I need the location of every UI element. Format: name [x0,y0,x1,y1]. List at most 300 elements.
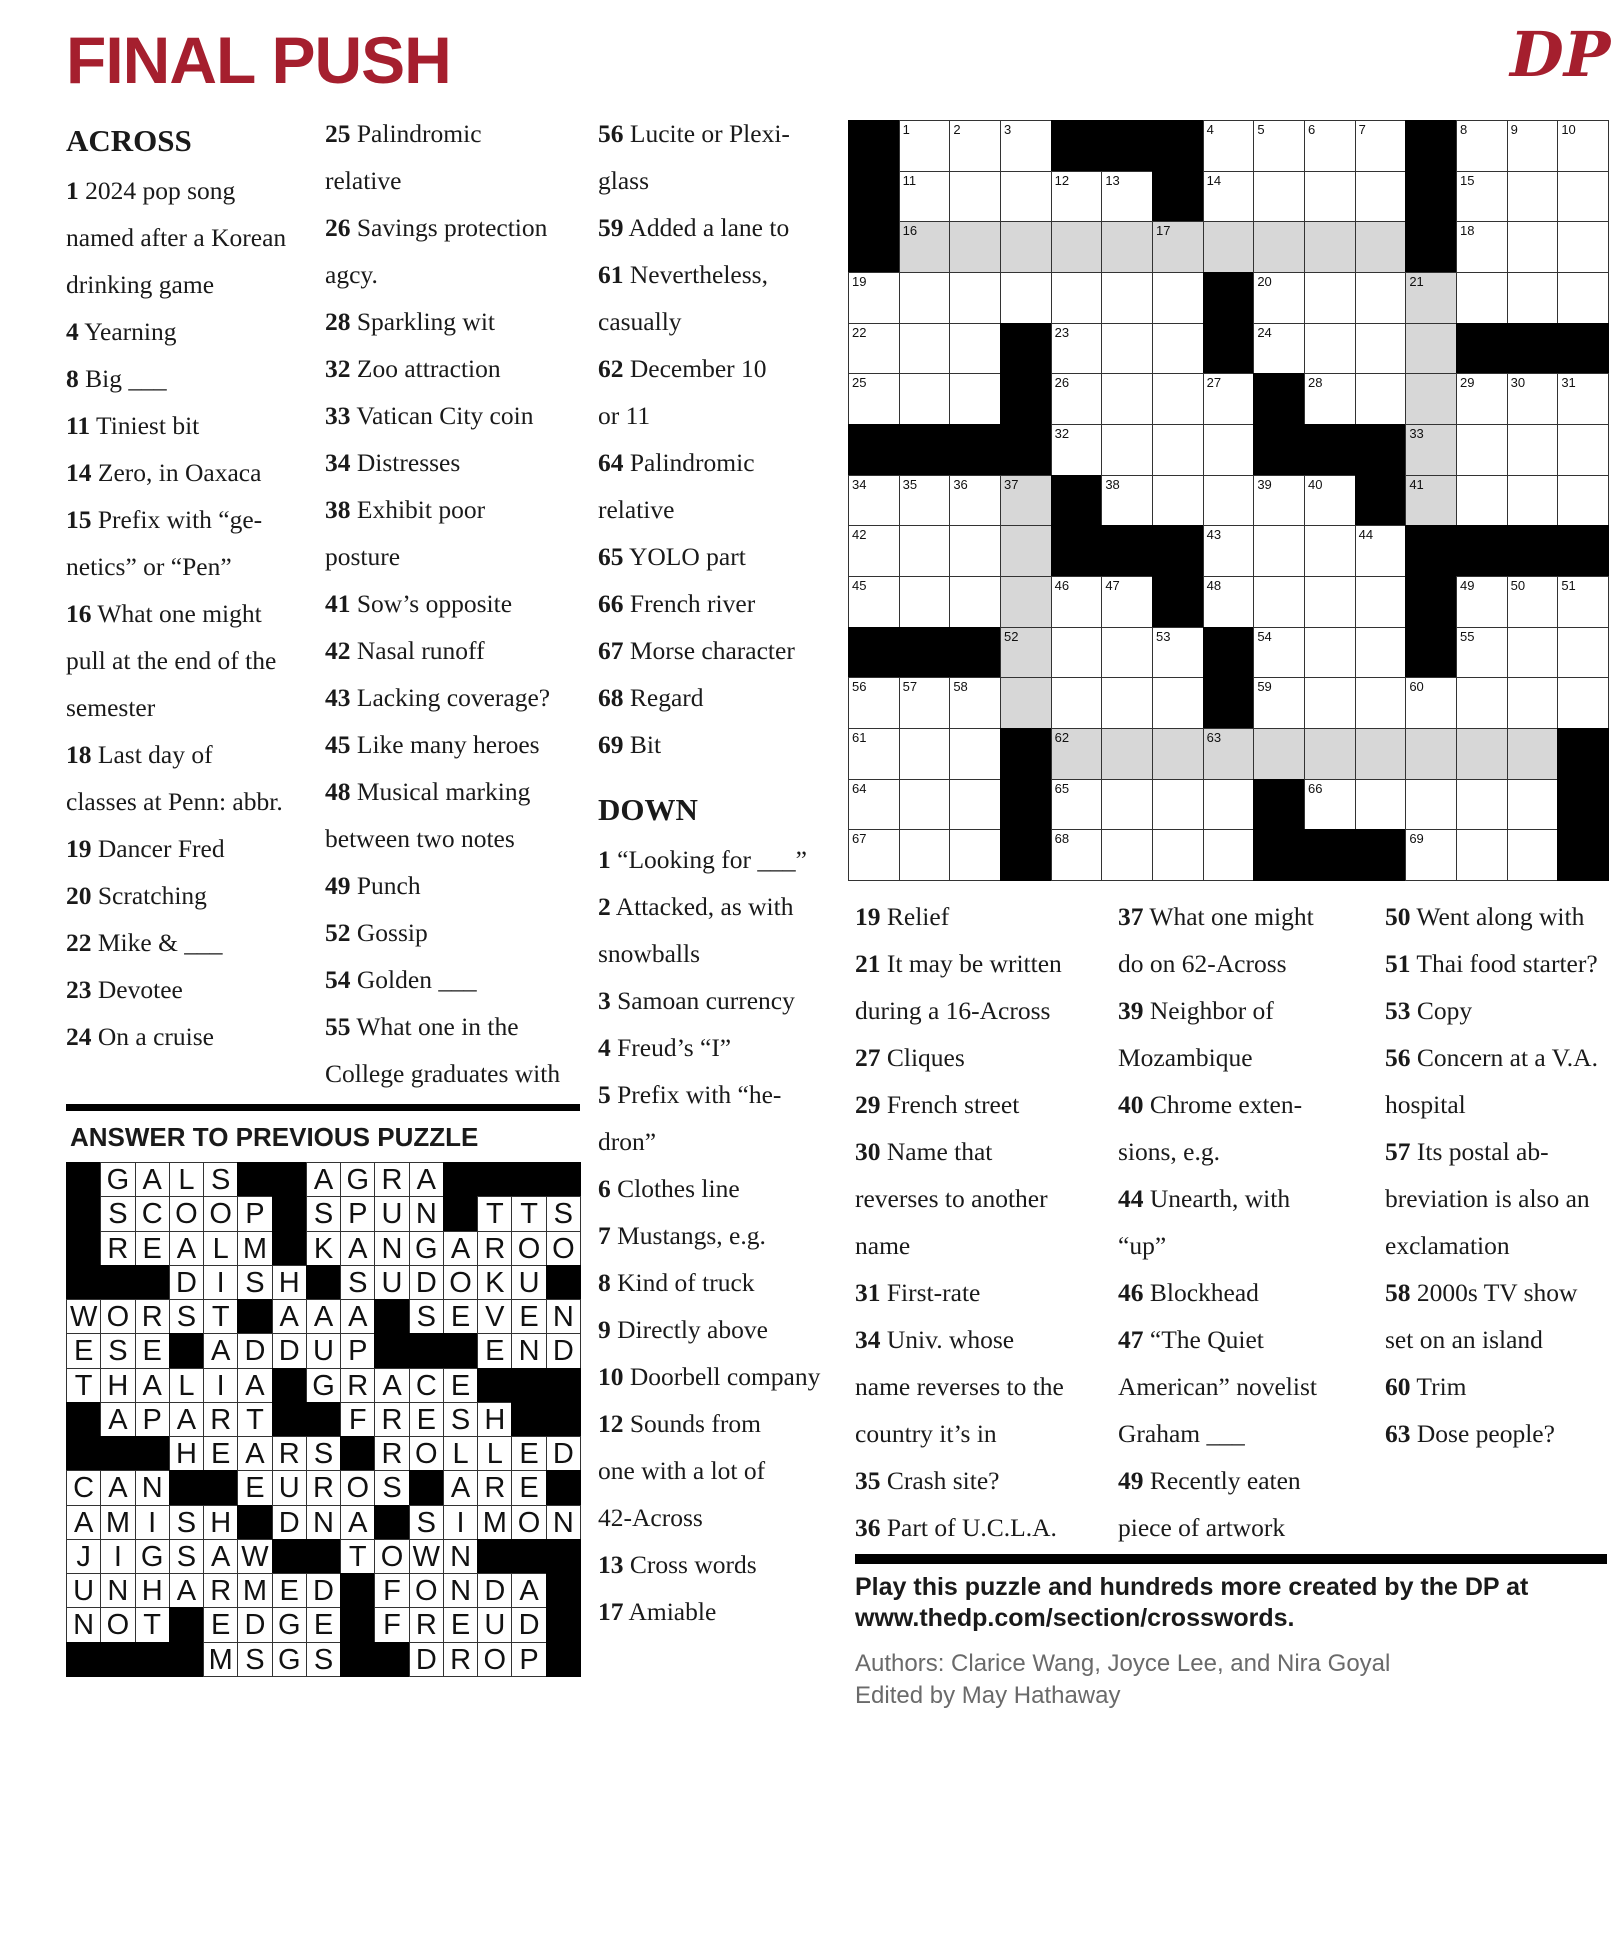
grid-cell[interactable] [1507,829,1559,881]
grid-cell[interactable] [1051,272,1103,324]
grid-cell[interactable] [1304,525,1356,577]
grid-cell[interactable] [1152,677,1204,729]
grid-cell[interactable] [1507,779,1559,831]
grid-cell[interactable] [1456,424,1508,476]
grid-cell[interactable] [1253,677,1305,729]
grid-cell[interactable] [1557,475,1609,527]
grid-cell[interactable] [1152,424,1204,476]
grid-cell[interactable] [1101,576,1153,628]
grid-cell[interactable] [848,323,900,375]
grid-cell[interactable] [1101,221,1153,273]
cell-number: 3 [1004,122,1012,137]
cell-number: 69 [1409,831,1424,847]
grid-cell[interactable] [1152,728,1204,780]
grid-cell[interactable] [1000,525,1052,577]
answer-cell: A [100,1470,135,1505]
grid-cell[interactable] [1051,829,1103,881]
grid-cell[interactable] [1405,373,1457,425]
answer-block [237,1299,272,1334]
down-column-4 [855,893,1105,1551]
grid-cell[interactable] [1101,475,1153,527]
answer-block [546,1368,581,1403]
grid-cell[interactable] [1304,728,1356,780]
grid-cell[interactable] [1203,373,1255,425]
clue-line [598,439,848,486]
grid-cell[interactable] [1152,272,1204,324]
crossword-grid[interactable] [848,120,1608,880]
grid-cell[interactable] [1051,728,1103,780]
grid-cell[interactable] [1507,373,1559,425]
grid-block [1101,525,1153,577]
grid-cell[interactable] [1507,677,1559,729]
grid-cell[interactable] [1456,272,1508,324]
cell-number: 66 [1308,780,1323,796]
answer-cell: H [272,1265,307,1300]
clue-text: reverses to another [855,1184,1048,1213]
answer-block [511,1539,546,1574]
clue-line [1118,940,1368,987]
grid-cell[interactable] [1203,829,1255,881]
answer-block [272,1231,307,1266]
clue-line [598,930,848,977]
clue-number: 63 [1385,1419,1411,1448]
clue-number: 17 [598,1597,624,1626]
grid-cell[interactable] [1405,424,1457,476]
grid-cell[interactable] [1304,779,1356,831]
clue-text: French street [886,1090,1020,1119]
cell-number: 4 [1206,122,1214,137]
grid-cell[interactable] [1203,728,1255,780]
clue-line [855,1316,1105,1363]
grid-cell[interactable] [1101,829,1153,881]
grid-cell[interactable] [848,779,900,831]
grid-cell[interactable] [899,576,951,628]
cell-number: 35 [902,476,918,492]
grid-cell[interactable] [848,525,900,577]
grid-cell[interactable] [1557,221,1609,273]
answer-cell: N [511,1333,546,1368]
grid-cell[interactable] [1456,829,1508,881]
cell-number: 65 [1054,780,1070,796]
clue-text: 2000s TV show [1416,1278,1578,1307]
clue-text: Graham ___ [1118,1419,1245,1448]
answer-block [340,1607,375,1642]
clue-text: What one might [97,599,262,628]
grid-cell[interactable] [1203,475,1255,527]
grid-cell[interactable] [1355,373,1407,425]
answer-cell: A [203,1333,238,1368]
clue-text: Sparkling wit [356,307,495,336]
grid-cell[interactable] [1101,272,1153,324]
grid-cell[interactable] [949,171,1001,223]
grid-cell[interactable] [949,475,1001,527]
grid-cell[interactable] [1507,728,1559,780]
grid-cell[interactable] [1253,323,1305,375]
grid-cell[interactable] [1456,120,1508,172]
grid-cell[interactable] [1101,728,1153,780]
grid-cell[interactable] [949,323,1001,375]
grid-cell[interactable] [1405,779,1457,831]
clue-text: Name that [886,1137,993,1166]
grid-cell[interactable] [1051,627,1103,679]
answer-cell: I [443,1505,478,1540]
clue-line [855,1081,1105,1128]
clue-number: 66 [598,589,624,618]
clue-text: 42-Across [598,1503,703,1532]
grid-cell[interactable] [899,373,951,425]
cell-number: 24 [1257,324,1272,340]
grid-cell[interactable] [1253,272,1305,324]
grid-cell[interactable] [1000,272,1052,324]
grid-cell[interactable] [1507,424,1559,476]
answer-cell: S [169,1539,204,1574]
answer-cell: M [237,1573,272,1608]
grid-cell[interactable] [899,221,951,273]
clue-line [325,1003,595,1050]
grid-cell[interactable] [949,272,1001,324]
grid-cell[interactable] [899,525,951,577]
clue-text: posture [325,542,401,571]
grid-cell[interactable] [1557,171,1609,223]
answer-block [237,1162,272,1197]
grid-cell[interactable] [1355,728,1407,780]
clue-text: breviation is also an [1385,1184,1590,1213]
grid-cell[interactable] [1355,576,1407,628]
cell-number: 12 [1054,172,1070,188]
clue-number: 5 [598,1080,611,1109]
answer-cell: R [477,1231,512,1266]
answer-cell: R [100,1231,135,1266]
grid-cell[interactable] [1051,424,1103,476]
grid-cell[interactable] [848,475,900,527]
grid-cell[interactable] [1000,221,1052,273]
grid-cell[interactable] [848,728,900,780]
grid-cell[interactable] [1203,525,1255,577]
clue-line [598,721,848,768]
grid-cell[interactable] [1355,677,1407,729]
clue-text: Attacked, as with [615,892,794,921]
grid-cell[interactable] [949,120,1001,172]
grid-block [899,627,951,679]
clue-line [855,1175,1105,1222]
grid-cell[interactable] [848,829,900,881]
grid-cell[interactable] [1557,272,1609,324]
grid-cell[interactable] [1000,475,1052,527]
grid-cell[interactable] [899,728,951,780]
answer-block [374,1505,409,1540]
cell-number: 11 [902,172,917,188]
answer-cell: T [203,1299,238,1334]
answer-cell: S [443,1402,478,1437]
answer-block [511,1402,546,1437]
grid-cell[interactable] [1152,373,1204,425]
clue-line [598,345,848,392]
answer-cell: R [203,1573,238,1608]
grid-cell[interactable] [848,272,900,324]
grid-cell[interactable] [1405,829,1457,881]
clue-text: do on 62-Across [1118,949,1287,978]
grid-cell[interactable] [1101,323,1153,375]
clue-line [598,1306,848,1353]
grid-cell[interactable] [1253,728,1305,780]
clue-text: Distresses [356,448,461,477]
clue-text: Vatican City coin [356,401,534,430]
grid-cell[interactable] [1355,779,1407,831]
grid-cell[interactable] [1507,221,1559,273]
grid-cell[interactable] [1152,627,1204,679]
grid-cell[interactable] [899,120,951,172]
clue-text: relative [325,166,402,195]
grid-cell[interactable] [1253,627,1305,679]
grid-cell[interactable] [1051,221,1103,273]
grid-cell[interactable] [1507,171,1559,223]
grid-cell[interactable] [1355,120,1407,172]
cell-number: 53 [1156,628,1171,644]
grid-cell[interactable] [1152,221,1204,273]
grid-cell[interactable] [1456,677,1508,729]
answer-cell: D [272,1505,307,1540]
grid-cell[interactable] [1203,171,1255,223]
clue-line [598,883,848,930]
answer-cell: E [511,1470,546,1505]
grid-cell[interactable] [1405,475,1457,527]
grid-cell[interactable] [1355,525,1407,577]
grid-cell[interactable] [1051,323,1103,375]
clue-line [598,204,848,251]
clue-text: Savings protection [356,213,548,242]
grid-cell[interactable] [1304,323,1356,375]
grid-cell[interactable] [949,829,1001,881]
grid-block [1152,171,1204,223]
grid-cell[interactable] [1051,576,1103,628]
clue-line [855,1410,1105,1457]
answer-cell: A [409,1162,444,1197]
grid-cell[interactable] [949,576,1001,628]
grid-cell[interactable] [848,373,900,425]
clue-text: Nasal runoff [356,636,485,665]
grid-cell[interactable] [1152,323,1204,375]
grid-cell[interactable] [1152,829,1204,881]
grid-cell[interactable] [1000,576,1052,628]
grid-cell[interactable] [1051,779,1103,831]
grid-cell[interactable] [899,779,951,831]
cell-number: 41 [1409,476,1424,492]
grid-cell[interactable] [1355,272,1407,324]
grid-cell[interactable] [1203,424,1255,476]
answer-cell: A [340,1299,375,1334]
grid-cell[interactable] [1557,120,1609,172]
answer-block [100,1265,135,1300]
grid-cell[interactable] [1507,272,1559,324]
answer-block [272,1196,307,1231]
grid-cell[interactable] [1456,627,1508,679]
grid-cell[interactable] [1101,677,1153,729]
grid-cell[interactable] [1557,576,1609,628]
grid-cell[interactable] [1253,475,1305,527]
clue-line [325,345,595,392]
grid-cell[interactable] [1152,779,1204,831]
clue-line [1118,1128,1368,1175]
grid-cell[interactable] [1203,576,1255,628]
grid-cell[interactable] [899,677,951,729]
cell-number: 68 [1054,831,1070,847]
grid-cell[interactable] [1304,627,1356,679]
grid-cell[interactable] [1000,627,1052,679]
grid-cell[interactable] [1456,221,1508,273]
clue-number: 58 [1385,1278,1411,1307]
grid-cell[interactable] [1304,373,1356,425]
grid-cell[interactable] [899,323,951,375]
clue-line [66,825,316,872]
answer-block [443,1196,478,1231]
clue-text: Bit [629,730,662,759]
grid-cell[interactable] [1304,221,1356,273]
grid-cell[interactable] [1253,120,1305,172]
clue-line [325,251,595,298]
answer-cell: S [237,1642,272,1677]
answer-cell: N [135,1470,170,1505]
grid-block [1304,829,1356,881]
play-url[interactable]: www.thedp.com/section/crosswords. [855,1604,1295,1632]
cell-number: 52 [1004,628,1019,644]
grid-cell[interactable] [899,171,951,223]
grid-cell[interactable] [1405,323,1457,375]
cell-number: 37 [1004,476,1019,492]
grid-cell[interactable] [1203,221,1255,273]
answer-cell: N [546,1299,581,1334]
grid-cell[interactable] [949,221,1001,273]
grid-cell[interactable] [1051,373,1103,425]
clue-text: casually [598,307,682,336]
grid-cell[interactable] [1456,576,1508,628]
answer-cell: A [374,1368,409,1403]
grid-cell[interactable] [1456,779,1508,831]
grid-cell[interactable] [949,373,1001,425]
grid-cell[interactable] [1456,171,1508,223]
answer-cell: O [546,1231,581,1266]
grid-cell[interactable] [949,677,1001,729]
clue-line [325,486,595,533]
grid-cell[interactable] [1405,677,1457,729]
grid-cell[interactable] [949,525,1001,577]
grid-cell[interactable] [1456,728,1508,780]
grid-cell[interactable] [1000,677,1052,729]
grid-cell[interactable] [1507,120,1559,172]
grid-cell[interactable] [1253,576,1305,628]
answer-block [169,1642,204,1677]
answer-cell: W [409,1539,444,1574]
clue-number: 47 [1118,1325,1144,1354]
grid-cell[interactable] [1253,525,1305,577]
clue-text: name [855,1231,911,1260]
grid-cell[interactable] [1304,171,1356,223]
clue-text: Dancer Fred [97,834,225,863]
grid-cell[interactable] [1355,171,1407,223]
grid-cell[interactable] [1304,576,1356,628]
grid-cell[interactable] [899,272,951,324]
grid-cell[interactable] [1557,677,1609,729]
grid-cell[interactable] [1101,627,1153,679]
grid-cell[interactable] [1101,373,1153,425]
answer-cell: F [374,1607,409,1642]
cell-number: 15 [1460,172,1475,188]
grid-cell[interactable] [1456,373,1508,425]
grid-cell[interactable] [1101,171,1153,223]
grid-cell[interactable] [1253,171,1305,223]
grid-cell[interactable] [1507,475,1559,527]
cell-number: 10 [1561,122,1576,137]
clue-number: 33 [325,401,351,430]
grid-cell[interactable] [1456,475,1508,527]
answer-block [135,1265,170,1300]
grid-cell[interactable] [1557,627,1609,679]
grid-cell[interactable] [1304,475,1356,527]
clue-number: 49 [325,871,351,900]
grid-cell[interactable] [1557,373,1609,425]
clue-line [1385,1316,1615,1363]
clue-text: Regard [629,683,704,712]
grid-block [1203,323,1255,375]
clue-number: 35 [855,1466,881,1495]
grid-cell[interactable] [1355,323,1407,375]
grid-cell[interactable] [949,779,1001,831]
grid-cell[interactable] [848,576,900,628]
grid-cell[interactable] [1405,728,1457,780]
answer-cell: E [511,1436,546,1471]
grid-cell[interactable] [949,728,1001,780]
grid-cell[interactable] [1355,221,1407,273]
grid-cell[interactable] [1557,424,1609,476]
grid-cell[interactable] [899,475,951,527]
grid-cell[interactable] [1203,120,1255,172]
grid-cell[interactable] [1051,171,1103,223]
clue-line [598,533,848,580]
grid-cell[interactable] [848,677,900,729]
grid-cell[interactable] [1304,272,1356,324]
grid-cell[interactable] [1000,171,1052,223]
answer-cell: H [169,1436,204,1471]
grid-cell[interactable] [1405,272,1457,324]
grid-cell[interactable] [1304,120,1356,172]
clue-line [598,1541,848,1588]
grid-cell[interactable] [1000,120,1052,172]
answer-cell: O [409,1573,444,1608]
grid-cell[interactable] [1101,779,1153,831]
clue-number: 46 [1118,1278,1144,1307]
grid-cell[interactable] [1507,627,1559,679]
grid-cell[interactable] [1051,677,1103,729]
grid-cell[interactable] [1355,627,1407,679]
down-column-6 [1385,893,1615,1457]
grid-cell[interactable] [1507,576,1559,628]
clue-text: Dose people? [1416,1419,1555,1448]
clue-number: 56 [598,119,624,148]
grid-block [1152,576,1204,628]
grid-cell[interactable] [1101,424,1153,476]
grid-cell[interactable] [1152,475,1204,527]
clue-text: Mike & ___ [97,928,223,957]
grid-cell[interactable] [1253,221,1305,273]
clue-text: Relief [886,902,950,931]
cell-number: 32 [1054,426,1070,441]
clue-line [66,684,316,731]
clue-text: one with a lot of [598,1456,766,1485]
grid-cell[interactable] [1304,677,1356,729]
clue-text: Morse character [629,636,795,665]
grid-cell[interactable] [1203,779,1255,831]
grid-cell[interactable] [899,829,951,881]
grid-block [1456,525,1508,577]
